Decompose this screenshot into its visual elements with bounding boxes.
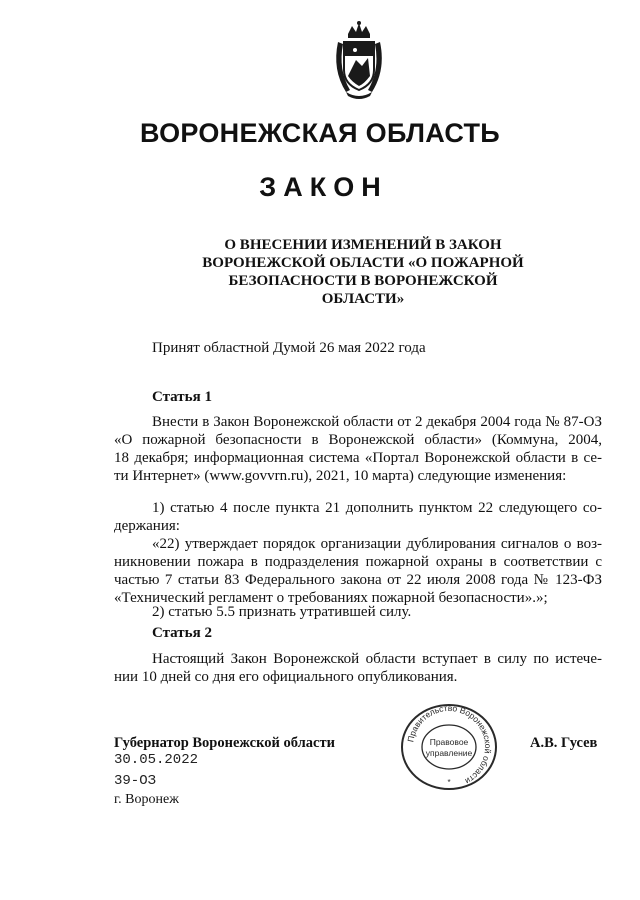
text-line: 2) статью 5.5 признать утратившей силу. — [152, 604, 412, 620]
article-1-quote — [114, 535, 602, 607]
official-stamp — [399, 703, 499, 791]
law-title-line: ВОРОНЕЖСКОЙ ОБЛАСТИ «О ПОЖАРНОЙ — [202, 255, 524, 271]
text-line: никновении пожара в подразделения пожарной охраны в соответствии с — [114, 554, 602, 570]
text-line: держания: — [114, 518, 180, 534]
article-1-intro — [114, 413, 602, 485]
text-line: нии 10 дней со дня его официального опубликования. — [114, 669, 458, 685]
text-line: ти Интернет» (www.govvrn.ru), 2021, 10 марта) следующие изменения: — [114, 468, 567, 484]
document-type-heading: ЗАКОН — [259, 172, 388, 202]
governor-position: Губернатор Воронежской области — [114, 735, 335, 751]
article-2-text — [114, 650, 602, 686]
stamp-center-line: управление — [425, 748, 473, 758]
coat-of-arms-icon — [328, 20, 390, 102]
region-heading: ВОРОНЕЖСКАЯ ОБЛАСТЬ — [139, 118, 501, 148]
stamp-center-line: Правовое — [429, 737, 469, 747]
stamp-ring-text: Правительство Воронежской области — [405, 703, 494, 787]
article-1-heading: Статья 1 — [152, 389, 212, 405]
text-line: 18 декабря; информационная система «Портал Воронежской области в се- — [114, 450, 602, 466]
text-line: Внести в Закон Воронежской области от 2 декабря 2004 года № 87-ОЗ — [152, 414, 602, 430]
signing-city: г. Воронеж — [114, 792, 179, 807]
article-1-item-1 — [114, 499, 602, 535]
article-2-heading: Статья 2 — [152, 625, 212, 641]
governor-name: А.В. Гусев — [530, 735, 598, 751]
text-line: «22) утверждает порядок организации дублирования сигналов о воз- — [152, 536, 602, 552]
law-title-line: О ВНЕСЕНИИ ИЗМЕНЕНИЙ В ЗАКОН — [224, 237, 502, 253]
text-line: Настоящий Закон Воронежской области вступает в силу по истече- — [152, 651, 602, 667]
text-line: 1) статью 4 после пункта 21 дополнить пунктом 22 следующего со- — [152, 500, 602, 516]
adoption-note: Принят областной Думой 26 мая 2022 года — [152, 340, 426, 356]
stamp-star: * — [447, 778, 451, 787]
text-line: частью 7 статьи 83 Федерального закона от 22 июля 2008 года № 123-ФЗ — [114, 572, 602, 588]
text-line: «Технический регламент о требованиях пожарной безопасности».»; — [114, 590, 548, 606]
signing-date: 30.05.2022 — [114, 752, 199, 768]
text-line: «О пожарной безопасности в Воронежской области» (Коммуна, 2004, — [114, 432, 602, 448]
law-title — [190, 236, 536, 308]
law-number: 39-ОЗ — [114, 773, 157, 789]
article-1-item-2 — [114, 603, 602, 621]
law-title-line: БЕЗОПАСНОСТИ В ВОРОНЕЖСКОЙ — [228, 273, 498, 289]
law-title-line: ОБЛАСТИ» — [321, 291, 405, 307]
